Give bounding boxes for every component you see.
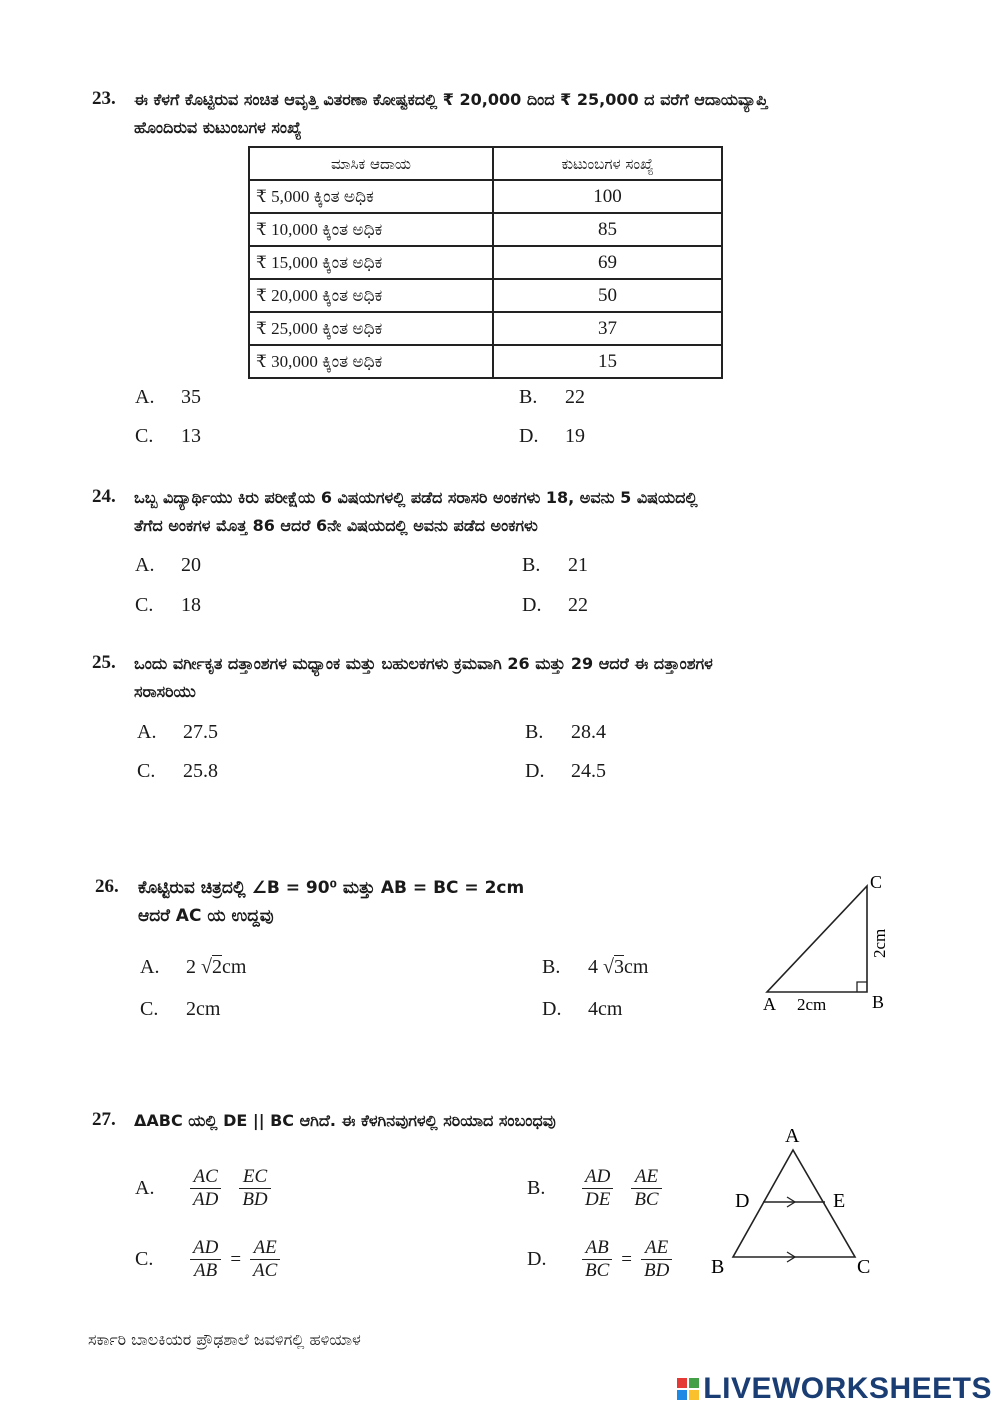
row-income: ₹ 25,000 ಕ್ಕಿಂತ ಅಧಿಕ <box>249 312 493 345</box>
q24-text <box>134 484 914 540</box>
row-income: ₹ 30,000 ಕ್ಕಿಂತ ಅಧಿಕ <box>249 345 493 378</box>
q26-text-line2: ಆದರೆ AC ಯ ಉದ್ದವು <box>138 906 274 926</box>
table-row <box>249 312 722 345</box>
q23-option-d[interactable]: D. 19 <box>519 425 585 447</box>
vertex-label-c: C <box>857 1256 871 1278</box>
row-count: 50 <box>493 279 722 312</box>
side-label-ab: 2cm <box>797 995 827 1014</box>
fraction <box>641 1237 672 1282</box>
q23-option-a[interactable]: A. 35 <box>135 386 201 408</box>
triangle-abc <box>767 886 867 992</box>
option-value: 22 <box>568 594 588 616</box>
numerator: EC <box>239 1166 270 1189</box>
q27-option-c[interactable]: C. $\frac{AD}{AB}$ = $\frac{AE}{AC}$ <box>135 1237 284 1282</box>
option-radicand: 2 <box>211 956 222 978</box>
q24-option-a[interactable]: A. 20 <box>135 554 201 576</box>
q25-option-a[interactable]: A. 27.5 <box>137 721 218 743</box>
q26-text <box>138 874 698 930</box>
vertex-label-e: E <box>833 1190 846 1212</box>
q27-option-b[interactable]: B. $\frac{AD}{DE}$ $\frac{AE}{BC}$ <box>527 1166 666 1211</box>
row-count: 37 <box>493 312 722 345</box>
q25-option-b[interactable]: B. 28.4 <box>525 721 606 743</box>
q24-option-d[interactable]: D. 22 <box>522 594 588 616</box>
numerator: AD <box>190 1237 221 1260</box>
option-coef: 2 <box>186 956 196 978</box>
table-row <box>249 213 722 246</box>
q25-text-line1: ಒಂದು ವರ್ಗೀಕೃತ ದತ್ತಾಂಶಗಳ ಮಧ್ಯಾಂಕ ಮತ್ತು ಬಹುಲಕಗಳು ಕ್ರಮವಾಗಿ 26 ಮತ್ತು 29 ಆದರೆ ಈ ದತ್ತಾಂಶಗಳ <box>134 654 713 673</box>
denominator: BD <box>644 1260 670 1281</box>
header-families-count: ಕುಟುಂಬಗಳ ಸಂಖ್ಯೆ <box>493 147 722 180</box>
q27-triangle-figure <box>705 1120 885 1280</box>
row-income: ₹ 15,000 ಕ್ಕಿಂತ ಅಧಿಕ <box>249 246 493 279</box>
denominator: AD <box>193 1189 219 1210</box>
option-radicand: 3 <box>613 956 624 978</box>
q27-option-d[interactable]: D. $\frac{AB}{BC}$ = $\frac{AE}{BD}$ <box>527 1237 676 1282</box>
vertex-label-a: A <box>785 1125 800 1147</box>
denominator: AC <box>253 1260 278 1281</box>
fraction <box>239 1166 270 1211</box>
sqrt-icon: √ <box>603 956 614 978</box>
numerator: AE <box>250 1237 280 1260</box>
fraction <box>582 1237 612 1282</box>
table-header-row <box>249 147 722 180</box>
q27-option-a[interactable]: A. $\frac{AC}{AD}$ $\frac{EC}{BD}$ <box>135 1166 275 1211</box>
sqrt-icon: √ <box>201 956 212 978</box>
logo-icon <box>677 1378 699 1400</box>
numerator: AD <box>582 1166 613 1189</box>
option-value: 22 <box>565 386 585 408</box>
q26-text-line1: ಕೊಟ್ಟಿರುವ ಚಿತ್ರದಲ್ಲಿ ∠B = 90⁰ ಮತ್ತು AB = BC = 2cm <box>138 878 525 898</box>
q23-text <box>134 86 914 142</box>
q24-option-c[interactable]: C. 18 <box>135 594 201 616</box>
denominator: AB <box>194 1260 218 1281</box>
school-footer: ಸರ್ಕಾರಿ ಬಾಲಕಿಯರ ಪ್ರೌಢಶಾಲೆ ಜವಳಿಗಲ್ಲಿ ಹಳಿಯಾಳ <box>88 1330 361 1349</box>
vertex-label-c: C <box>870 872 883 892</box>
q24-text-line2: ತೆಗೆದ ಅಂಕಗಳ ಮೊತ್ತ 86 ಆದರೆ 6ನೇ ವಿಷಯದಲ್ಲಿ ಅವನು ಪಡೆದ ಅಂಕಗಳು <box>134 516 538 535</box>
denominator: BC <box>634 1189 659 1210</box>
numerator: AB <box>582 1237 612 1260</box>
row-income: ₹ 5,000 ಕ್ಕಿಂತ ಅಧಿಕ <box>249 180 493 213</box>
q23-option-c[interactable]: C. 13 <box>135 425 201 447</box>
numerator: AE <box>631 1166 661 1189</box>
q24-number: 24. <box>92 486 116 507</box>
option-value: 2cm <box>186 998 221 1020</box>
option-value: 20 <box>181 554 201 576</box>
vertex-label-b: B <box>872 992 885 1012</box>
q26-option-b[interactable]: B. 4 √3cm <box>542 956 649 978</box>
option-unit: cm <box>623 956 649 978</box>
q27-number: 27. <box>92 1109 116 1130</box>
q26-option-a[interactable]: A. 2 √2cm <box>140 956 247 978</box>
q24-text-line1: ಒಬ್ಬ ವಿದ್ಯಾರ್ಥಿಯು ಕಿರು ಪರೀಕ್ಷೆಯ 6 ವಿಷಯಗಳಲ್ಲಿ ಪಡೆದ ಸರಾಸರಿ ಅಂಕಗಳು 18, ಅವನು 5 ವಿಷಯದಲ್ಲಿ <box>134 488 698 507</box>
fraction <box>190 1237 221 1282</box>
option-value: 35 <box>181 386 201 408</box>
brand-name: LIVEWORKSHEETS <box>703 1372 992 1405</box>
denominator: BD <box>242 1189 268 1210</box>
option-value: 18 <box>181 594 201 616</box>
table-row <box>249 345 722 378</box>
row-income: ₹ 20,000 ಕ್ಕಿಂತ ಅಧಿಕ <box>249 279 493 312</box>
numerator: AE <box>641 1237 672 1260</box>
q23-option-b[interactable]: B. 22 <box>519 386 585 408</box>
option-value: 28.4 <box>571 721 606 743</box>
q26-right-triangle-figure <box>755 868 900 1018</box>
option-value: 21 <box>568 554 588 576</box>
option-value: 13 <box>181 425 201 447</box>
relation-sign: = <box>230 1248 242 1270</box>
row-count: 85 <box>493 213 722 246</box>
header-monthly-income: ಮಾಸಿಕ ಆದಾಯ <box>249 147 493 180</box>
option-value: 24.5 <box>571 760 606 782</box>
q25-number: 25. <box>92 652 116 673</box>
table-row <box>249 279 722 312</box>
row-count: 100 <box>493 180 722 213</box>
row-income: ₹ 10,000 ಕ್ಕಿಂತ ಅಧಿಕ <box>249 213 493 246</box>
q23-text-line2: ಹೊಂದಿರುವ ಕುಟುಂಬಗಳ ಸಂಖ್ಯೆ <box>134 118 302 137</box>
q27-text: ΔABC ಯಲ್ಲಿ DE || BC ಆಗಿದೆ. ಈ ಕೆಳಗಿನವುಗಳಲ್ಲಿ ಸರಿಯಾದ ಸಂಬಂಧವು <box>134 1111 556 1130</box>
option-value: 27.5 <box>183 721 218 743</box>
option-value: 4cm <box>588 998 623 1020</box>
q25-option-c[interactable]: C. 25.8 <box>137 760 218 782</box>
relation-sign: = <box>621 1248 632 1270</box>
fraction <box>190 1166 221 1211</box>
vertex-label-d: D <box>735 1190 750 1212</box>
option-value: 25.8 <box>183 760 218 782</box>
option-unit: cm <box>221 956 247 978</box>
option-value: 19 <box>565 425 585 447</box>
q26-option-d[interactable]: D. 4cm <box>542 998 623 1020</box>
fraction <box>250 1237 280 1282</box>
denominator: DE <box>585 1189 611 1210</box>
liveworksheets-logo[interactable] <box>677 1372 992 1406</box>
right-angle-marker <box>857 982 867 992</box>
q26-number: 26. <box>95 876 119 897</box>
q26-option-c[interactable]: C. 2cm <box>140 998 221 1020</box>
vertex-label-b: B <box>711 1256 725 1278</box>
table-row <box>249 246 722 279</box>
vertex-label-a: A <box>763 994 776 1014</box>
fraction <box>631 1166 661 1211</box>
q23-number: 23. <box>92 88 116 109</box>
q23-frequency-table <box>248 146 723 379</box>
option-coef: 4 <box>588 956 598 978</box>
row-count: 15 <box>493 345 722 378</box>
side-label-bc: 2cm <box>870 928 889 958</box>
fraction <box>582 1166 613 1211</box>
q25-text <box>134 650 914 706</box>
q23-text-line1: ಈ ಕೆಳಗೆ ಕೊಟ್ಟಿರುವ ಸಂಚಿತ ಆವೃತ್ತಿ ವಿತರಣಾ ಕೋಷ್ಟಕದಲ್ಲಿ ₹ 20,000 ದಿಂದ ₹ 25,000 ದ ವರೆಗೆ ಆದಾಯವ್ಯಾಪ್ತಿ <box>134 90 768 109</box>
numerator: AC <box>190 1166 221 1189</box>
row-count: 69 <box>493 246 722 279</box>
denominator: BC <box>585 1260 610 1281</box>
q25-option-d[interactable]: D. 24.5 <box>525 760 606 782</box>
q25-text-line2: ಸರಾಸರಿಯು <box>134 682 196 701</box>
table-row <box>249 180 722 213</box>
q24-option-b[interactable]: B. 21 <box>522 554 588 576</box>
